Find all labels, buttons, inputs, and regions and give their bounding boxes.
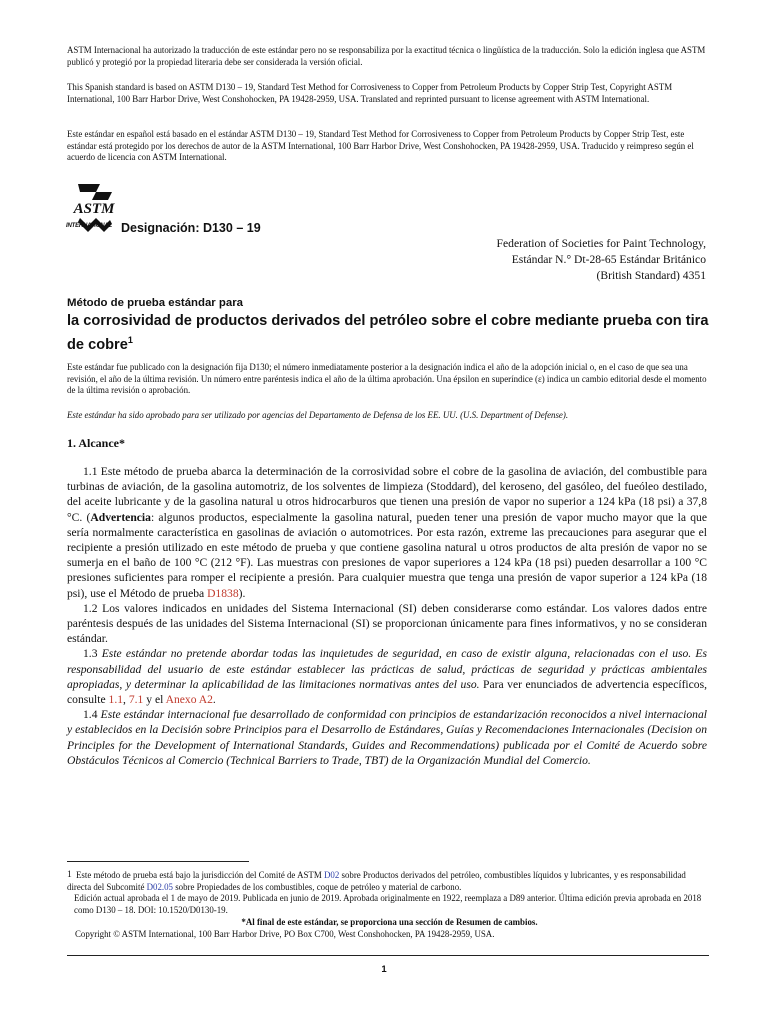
method-title <box>67 312 717 354</box>
footnote-summary-note: *Al final de este estándar, se proporciona una sección de Resumen de cambios. <box>241 916 538 927</box>
translation-notice: ASTM Internacional ha autorizado la traducción de este estándar pero no se responsabiliza por la exactitud técnica o lingüística de la traducción. Solo la edición inglesa que ASTM publicó y protegió por la propiedad literaria debe ser considerada la versión oficial. <box>67 45 706 67</box>
method-title-footnote-ref[interactable]: 1 <box>127 334 133 345</box>
link-d1838[interactable]: D1838 <box>207 586 239 600</box>
paragraph-1-3: 1.3 Este estándar no pretende abordar todas las inquietudes de seguridad, en caso de existir alguna, relacionadas con el uso. Es responsabilidad del usuario de este estándar establecer las prácticas de salud, prácticas de seguridad y prácticas ambientales apropiadas, y determinar la aplicabilidad de las limitaciones normativas antes del uso. Para ver enunciados de advertencia específicos, consulte 1.1, 7.1 y el Anexo A2. <box>67 647 708 707</box>
section-body <box>67 464 707 768</box>
link-1-1[interactable]: 1.1 <box>108 693 124 707</box>
link-d02[interactable]: D02 <box>323 870 340 880</box>
footnote-number: 1 <box>67 869 72 880</box>
copyright-notice: Copyright © ASTM International, 100 Barr Harbor Drive, PO Box C700, West Conshohocken, PA 19428-2959, USA. <box>75 928 495 939</box>
link-7-1[interactable]: 7.1 <box>128 693 144 707</box>
intro-text: Este estándar fue publicado con la designación fija D130; el número inmediatamente posterior a la designación indica el año de la adopción inicial o, en el caso de que sea una revisión, el año de la última revisión. Un número entre paréntesis indica el año de la última aprobación. Una épsilon en superíndice (ε) indica un cambio editorial desde el momento de la última revisión o aprobación. <box>67 362 707 396</box>
section-heading-scope: 1. Alcance* <box>67 436 125 450</box>
fsp-line-3: (British Standard) 4351 <box>596 269 706 282</box>
link-anexo-a2[interactable]: Anexo A2 <box>165 693 213 707</box>
footnote-divider <box>67 861 249 862</box>
logo-wordmark: ASTM <box>73 201 115 217</box>
fsp-reference <box>497 236 706 284</box>
footnote <box>67 869 712 940</box>
paragraph-1-1: 1.1 Este método de prueba abarca la determinación de la corrosividad sobre el cobre de la gasolina de aviación, del combustible para turbinas de aviación, de la gasolina automotriz, de los solventes de limpieza (Stoddard), del keroseno, del gasóleo, del fueóleo destilado, del aceite lubricante y de la gasolina natural u otros hidrocarburos que tienen una presión de vapor no superior a 124 kPa (18 psi) a 37,8 °C. (Advertencia: algunos productos, especialmente la gasolina natural, pueden tener una presión de vapor mucho mayor que la que sería normalmente característica en gasolinas de aviación o automotrices. Por esta razón, extreme las precauciones para asegurar que el recipiente a presión utilizado en este método de prueba y que contiene gasolina natural u otros productos de alta presión de vapor no se sumerja en el baño de 100 °C (212 °F). Las muestras con presiones de vapor superiores a 124 kPa (18 psi) pueden desarrollar a 100 °C presiones suficientes para romper el recipiente a presión. Para cualquier muestra que tenga una presión de vapor superior a 124 kPa (18 psi), use el Método de prueba D1838). <box>67 465 707 600</box>
method-pretitle: Método de prueba estándar para <box>67 297 243 309</box>
warning-label: Advertencia <box>90 510 151 524</box>
astm-logo <box>66 182 122 234</box>
footnote-edition: Edición actual aprobada el 1 de mayo de 2019. Publicada en junio de 2019. Aprobada originalmente en 1922, reemplaza a D89 anterior. Última edición previa aprobada en 2018 como D130 – 18. DOI: 10.1520/D0130-19. <box>74 893 702 916</box>
method-title-text: la corrosividad de productos derivados del petróleo sobre el cobre mediante prueba con tira de cobre <box>67 313 709 353</box>
designation: Designación: D130 – 19 <box>121 221 261 235</box>
page-number: 1 <box>381 964 387 975</box>
page-bottom-rule <box>67 955 709 956</box>
fsp-line-2: Estándar N.° Dt-28-65 Estándar Británico <box>511 253 706 266</box>
logo-caption: INTERNATIONAL <box>66 223 112 229</box>
paragraph-1-4: 1.4 Este estándar internacional fue desarrollado de conformidad con principios de estandarización reconocidos a nivel internacional y establecidos en la Decisión sobre Principios para el Desarrollo de Estándares, Guías y Recomendaciones Internacionales (Decision on Principles for the Development of International Standards, Guides and Recommendations) publicada por el Comité de Acuerdo sobre Obstáculos Técnicos al Comercio (Technical Barriers to Trade, TBT) de la Organización Mundial del Comercio. <box>67 708 708 767</box>
paragraph-1-2: 1.2 Los valores indicados en unidades del Sistema Internacional (SI) deben considerarse como estándar. Los valores dados entre paréntesis después de las unidades del Sistema Internacional (SI) se proporcionan únicamente para fines informativos, y no se consideran estándar. <box>67 601 707 646</box>
fsp-line-1: Federation of Societies for Paint Technology, <box>496 237 706 250</box>
defense-approval-text: Este estándar ha sido aprobado para ser utilizado por agencias del Departamento de Defensa de los EE. UU. (U.S. Department of Defense). <box>67 410 569 420</box>
based-on-notice-english: This Spanish standard is based on ASTM D130 – 19, Standard Test Method for Corrosiveness to Copper from Petroleum Products by Copper Strip Test, Copyright ASTM International, 100 Barr Harbor Drive, West Conshohocken, PA 19428-2959, USA. Translated and reprinted pursuant to license agreement with ASTM International. <box>67 82 673 104</box>
based-on-notice-spanish: Este estándar en español está basado en el estándar ASTM D130 – 19, Standard Test Method for Corrosiveness to Copper from Petroleum Products by Copper Strip Test, este estándar está protegido por los derechos de autor de la ASTM International, 100 Barr Harbor Drive, West Conshohocken, PA 19428-2959, USA. Traducido y reimpreso según el acuerdo de licencia con ASTM International. <box>67 129 694 163</box>
footnote-jurisdiction: 1 Este método de prueba está bajo la jurisdicción del Comité de ASTM D02 sobre Productos derivados del petróleo, combustibles líquidos y lubricantes, y es responsabilidad directa del Subcomité D02.05 sobre Propiedades de los combustibles, coque de petróleo y material de carbono. <box>67 869 686 892</box>
link-d02-05[interactable]: D02.05 <box>146 881 173 892</box>
